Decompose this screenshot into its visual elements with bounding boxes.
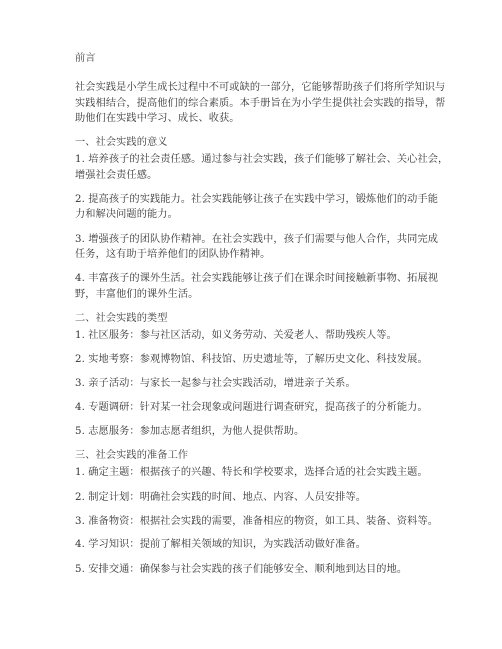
section1-item-3-line1: 3. 增强孩子的团队协作精神。在社会实践中，孩子们需要与他人合作，共同完成: [75, 234, 439, 245]
section1-item-2-line1: 2. 提高孩子的实践能力。社会实践能够让孩子在实践中学习，锻炼他们的动手能: [75, 194, 439, 205]
section1-item-3-line2: 任务，这有助于培养他们的团队协作精神。: [75, 249, 271, 260]
section3-item: 3. 准备物资：根据社会实践的需要，准备相应的物资，如工具、装备、资料等。: [75, 516, 439, 527]
section1-item-1-line2: 增强社会责任感。: [75, 170, 158, 181]
section1-item-1-line1: 1. 培养孩子的社会责任感。通过参与社会实践，孩子们能够了解社会、关心社会，: [75, 154, 449, 165]
section2-item: 1. 社区服务：参与社区活动，如义务劳动、关爱老人、帮助残疾人等。: [75, 330, 397, 341]
section2-item: 5. 志愿服务：参加志愿者组织，为他人提供帮助。: [75, 426, 305, 437]
section2-item: 4. 专题调研：针对某一社会现象或问题进行调查研究，提高孩子的分析能力。: [75, 402, 428, 413]
section3-item: 4. 学习知识：提前了解相关领域的知识，为实践活动做好准备。: [75, 539, 367, 550]
section2-item: 3. 亲子活动：与家长一起参与社会实践活动，增进亲子关系。: [75, 378, 356, 389]
section1-item-2-line2: 力和解决问题的能力。: [75, 209, 178, 220]
intro-line: 实践相结合，提高他们的综合素质。本手册旨在为小学生提供社会实践的指导，帮: [75, 98, 446, 109]
intro-line: 助他们在实践中学习、成长、收获。: [75, 113, 240, 124]
section1-heading: 一、社会实践的意义: [75, 137, 168, 148]
section3-item: 1. 确定主题：根据孩子的兴趣、特长和学校要求，选择合适的社会实践主题。: [75, 467, 428, 478]
section3-heading: 三、社会实践的准备工作: [75, 450, 189, 461]
section1-item-4-line1: 4. 丰富孩子的课外生活。社会实践能够让孩子们在课余时间接触新事物、拓展视: [75, 273, 439, 284]
section1-item-4-line2: 野，丰富他们的课外生活。: [75, 289, 199, 300]
section2-item: 2. 实地考察：参观博物馆、科技馆、历史遗址等，了解历史文化、科技发展。: [75, 354, 428, 365]
section3-item: 2. 制定计划：明确社会实践的时间、地点、内容、人员安排等。: [75, 492, 367, 503]
document-title: 前言: [75, 53, 96, 64]
section2-heading: 二、社会实践的类型: [75, 313, 168, 324]
intro-line: 社会实践是小学生成长过程中不可或缺的一部分，它能够帮助孩子们将所学知识与: [75, 82, 446, 93]
section3-item: 5. 安排交通：确保参与社会实践的孩子们能够安全、顺利地到达目的地。: [75, 564, 408, 575]
